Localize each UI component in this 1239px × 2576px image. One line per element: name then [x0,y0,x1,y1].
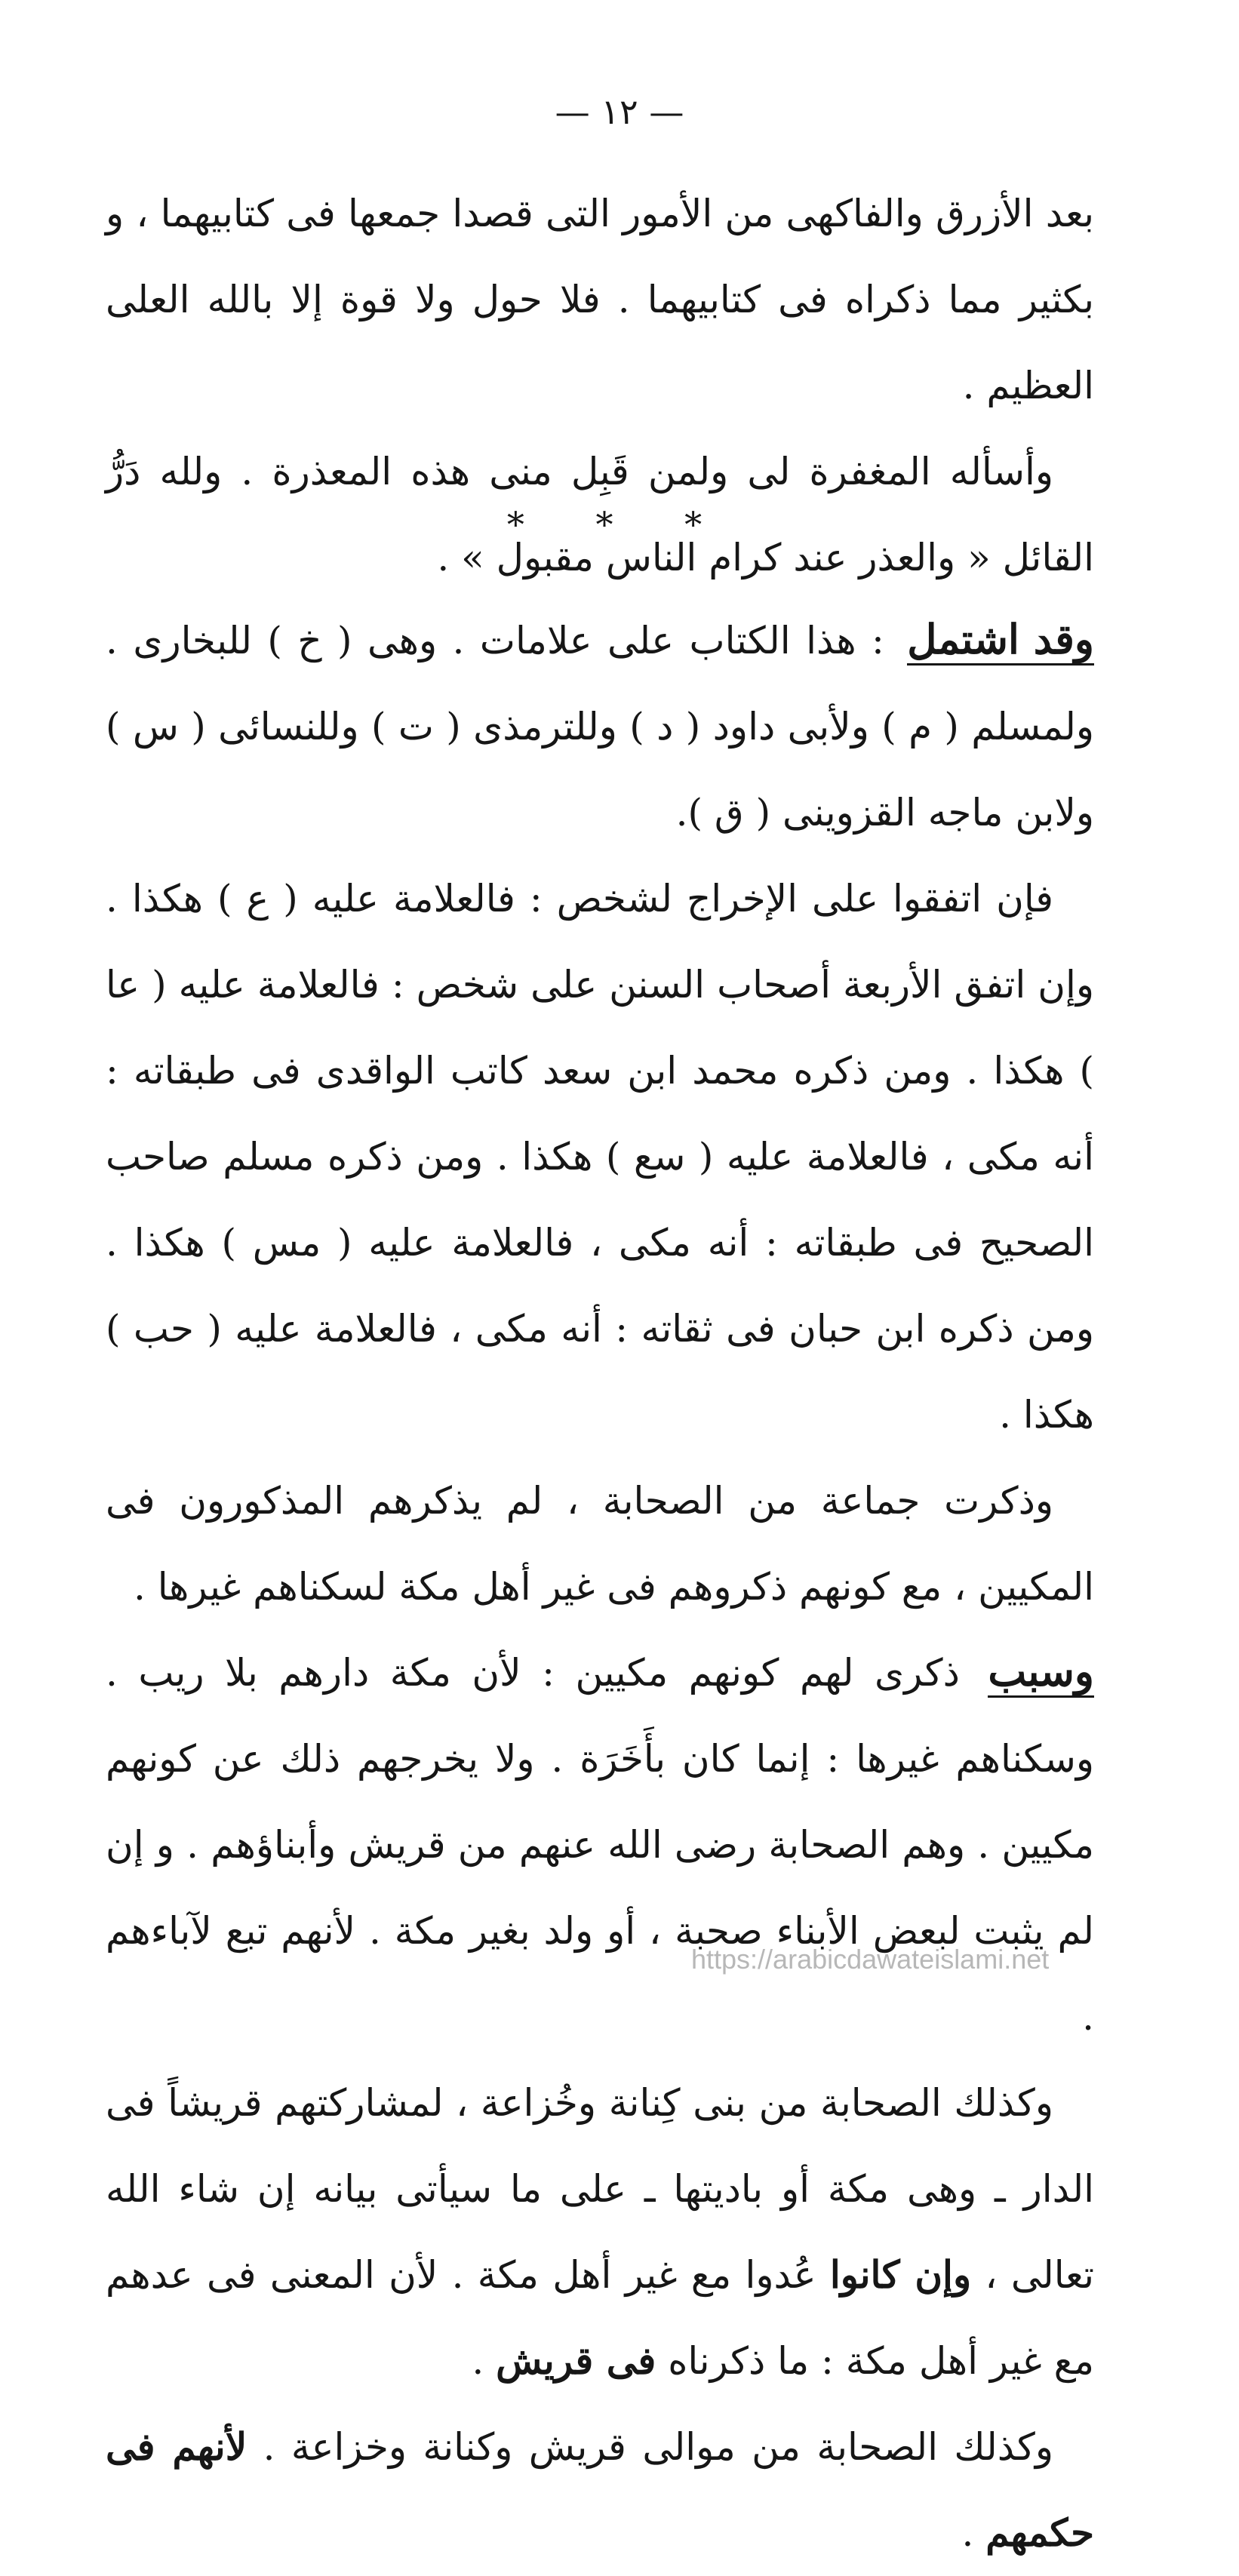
paragraph-mawali-end: . [961,2511,974,2555]
paragraph-agreement: فإن اتفقوا على الإخراج لشخص : فالعلامة عليه ( ع ) هكذا . وإن اتفق الأربعة أصحاب السنن على شخص : فالعلامة عليه ( عا ) هكذا . ومن ذكره محمد ابن سعد كاتب الواقدى فى طبقاته : أنه مكى ، فالعلامة عليه ( سع ) هكذا . ومن ذكره مسلم صاحب الصحيح فى طبقاته : أنه مكى ، فالعلامة عليه ( مس ) هكذا . ومن ذكره ابن حبان فى ثقاته : أنه مكى ، فالعلامة عليه ( حب ) هكذا . [106,877,1094,1437]
paragraph-mawali [106,2404,1094,2576]
paragraph-kinana-text-b: عُدوا مع غير أهل مكة . لأن المعنى فى عدهم مع غير أهل مكة : ما ذكرناه [106,2253,1094,2383]
paragraph-reason-heading: وسبب [988,1647,1094,1698]
paragraph-companions: وذكرت جماعة من الصحابة ، لم يذكرهم المذكورون فى المكيين ، مع كونهم ذكروهم فى غير أهل مكة لسكناهم غيرها . [106,1479,1094,1609]
paragraph-signs-text: : هذا الكتاب على علامات . وهى ( خ ) للبخارى . ولمسلم ( م ) ولأبى داود ( د ) وللترمذى ( ت ) وللنسائى ( س ) ولابن ماجه القزوينى ( ق ). [106,619,1094,835]
paragraph-reason-text: ذكرى لهم كونهم مكيين : لأن مكة دارهم بلا ريب . وسكناهم غيرها : إنما كان بأَخَرَة . ولا يخرجهم ذلك عن كونهم مكيين . وهم الصحابة رضى الله عنهم من قريش وأبناؤهم . و إن لم يثبت لبعض الأبناء صحبة ، أو ولد بغير مكة . لأنهم تبع لآباءهم . [106,1651,1094,2039]
source-watermark: https://arabicdawateislami.net [691,1944,1050,1975]
main-text-block [106,598,1094,2576]
paragraph-kinana-text-c: . [472,2339,484,2383]
section-divider-stars: * * * [506,504,733,545]
intro-paragraph-1: بعد الأزرق والفاكهى من الأمور التى قصدا جمعها فى كتابيهما ، و بكثير مما ذكراه فى كتابيهما . فلا حول ولا قوة إلا بالله العلى العظيم . [106,192,1094,407]
page-number: — ١٢ — [555,91,684,132]
paragraph-kinana-bold-b: فى قريش [496,2338,656,2383]
paragraph-reason [106,1630,1094,2060]
paragraph-mawali-bold: لأنهم فى حكمهم [106,2424,1094,2555]
paragraph-mawali-text: وكذلك الصحابة من موالى قريش وكنانة وخزاعة . [263,2425,1053,2469]
paragraph-lead-heading: وقد اشتمل [907,615,1094,666]
paragraph-signs [106,598,1094,856]
intro-paragraph-2: وأسأله المغفرة لى ولمن قَبِل منى هذه المعذرة . ولله دَرُّ القائل « والعذر عند كرام الناس مقبول » . [106,450,1094,579]
paragraph-kinana [106,2060,1094,2404]
paragraph-kinana-text-a: وكذلك الصحابة من بنى كِنانة وخُزاعة ، لمشاركتهم قريشاً فى الدار ـ وهى مكة أو باديتها ـ على ما سيأتى بيانه إن شاء الله تعالى ، [106,2081,1094,2297]
paragraph-kinana-bold-a: وإن كانوا [829,2252,972,2297]
